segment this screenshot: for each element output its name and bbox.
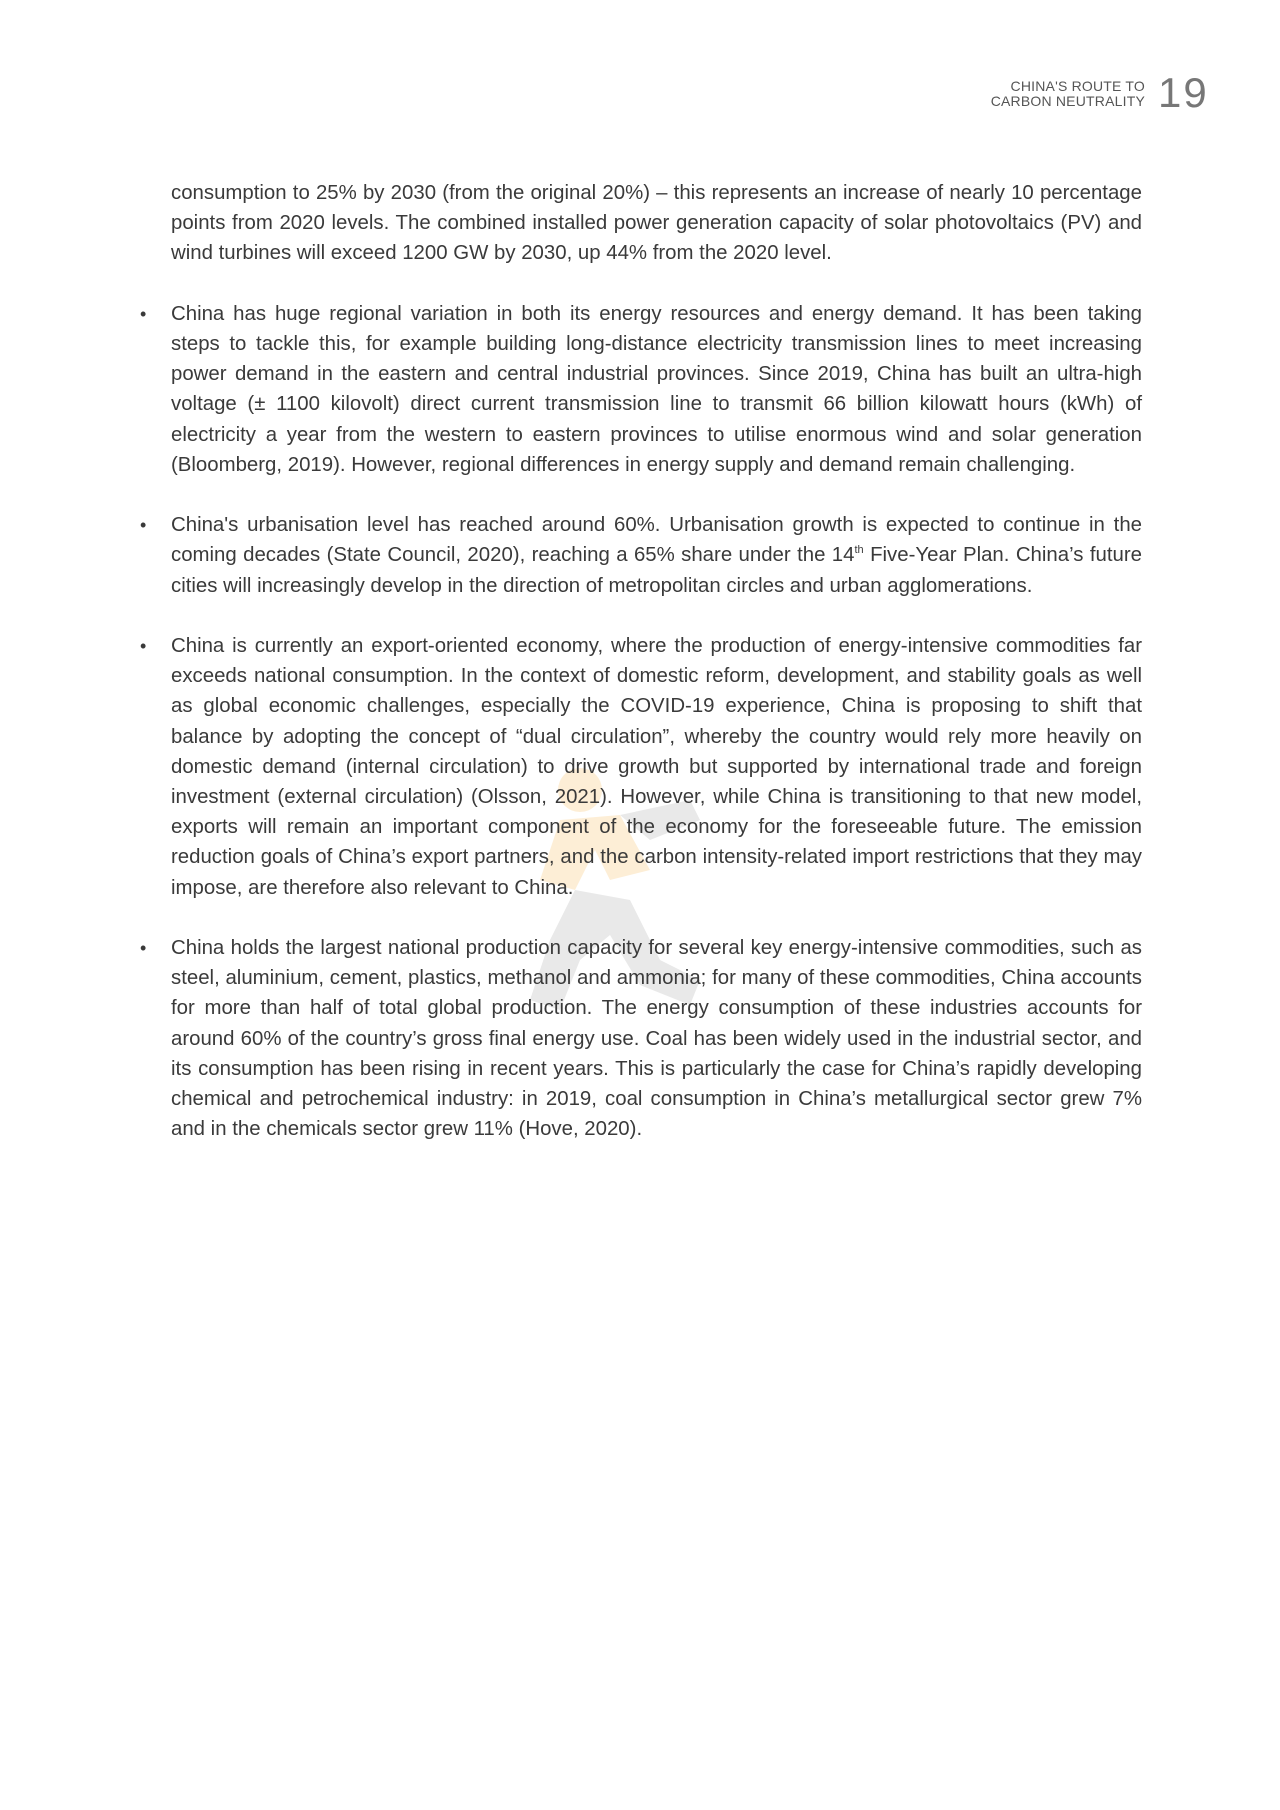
bullet-text: China has huge regional variation in both its energy resources and energy demand. It has been taking steps to tackle this, for example building long-distance electricity transmission lines to meet increasing power demand in the eastern and central industrial provinces. Since 2019, China has built an ultra-high voltage (± 1100 kilovolt) direct current transmission line to transmit 66 billion kilowatt hours (kWh) of electricity a year from the western to eastern provinces to utilise enormous wind and solar generation (Bloomberg, 2019). However, regional differences in energy supply and demand remain challenging. bbox=[171, 302, 1142, 476]
page-number: 19 bbox=[1158, 69, 1209, 116]
bullet-item-regional-variation bbox=[140, 299, 1142, 480]
bullet-item-export-economy bbox=[140, 631, 1142, 903]
ordinal-superscript: th bbox=[854, 544, 864, 557]
intro-paragraph: consumption to 25% by 2030 (from the original 20%) – this represents an increase of nearly 10 percentage points from 2020 levels. The combined installed power generation capacity of solar photovoltaics (PV) and wind turbines will exceed 1200 GW by 2030, up 44% from the 2020 level. bbox=[171, 182, 1142, 265]
bullet-item-urbanisation bbox=[140, 510, 1142, 601]
bullet-text: China is currently an export-oriented economy, where the production of energy-intensive commodities far exceeds national consumption. In the context of domestic reform, development, and stability goals as well as global economic challenges, especially the COVID-19 experience, China is proposing to shift that balance by adopting the concept of “dual circulation”, whereby the country would rely more heavily on domestic demand (internal circulation) to drive growth but supported by international trade and foreign investment (external circulation) (Olsson, 2021). However, while China is transitioning to that new model, exports will remain an important component of the economy for the foreseeable future. The emission reduction goals of China’s export partners, and the carbon intensity-related import restrictions that they may impose, are therefore also relevant to China. bbox=[171, 635, 1142, 899]
bullet-marker: • bbox=[140, 515, 147, 536]
bullet-text-part-1: China's urbanisation level has reached around 60%. Urbanisation growth is expected to continue in the coming decades (State Council, 2020), reaching a 65% share under the 14 bbox=[171, 514, 1142, 567]
header-title-line-2: CARBON NEUTRALITY bbox=[990, 93, 1145, 109]
header-title bbox=[960, 79, 1145, 109]
bullet-text: China holds the largest national production capacity for several key energy-intensive commodities, such as steel, aluminium, cement, plastics, methanol and ammonia; for many of these commodities, China accounts for more than half of total global production. The energy consumption of these industries accounts for around 60% of the country’s gross final energy use. Coal has been widely used in the industrial sector, and its consumption has been rising in recent years. This is particularly the case for China’s rapidly developing chemical and petrochemical industry: in 2019, coal consumption in China’s metallurgical sector grew 7% and in the chemicals sector grew 11% (Hove, 2020). bbox=[171, 937, 1142, 1141]
bullet-marker: • bbox=[140, 938, 147, 959]
header-title-line-1: CHINA'S ROUTE TO bbox=[1010, 78, 1145, 94]
bullet-item-production-capacity bbox=[140, 933, 1142, 1144]
bullet-marker: • bbox=[140, 636, 147, 656]
bullet-marker: • bbox=[140, 303, 147, 324]
report-body bbox=[140, 178, 1142, 1144]
bullet-text-part-2: Five-Year Plan. China’s future cities will increasingly develop in the direction of metropolitan circles and urban agglomerations. bbox=[171, 544, 1142, 597]
